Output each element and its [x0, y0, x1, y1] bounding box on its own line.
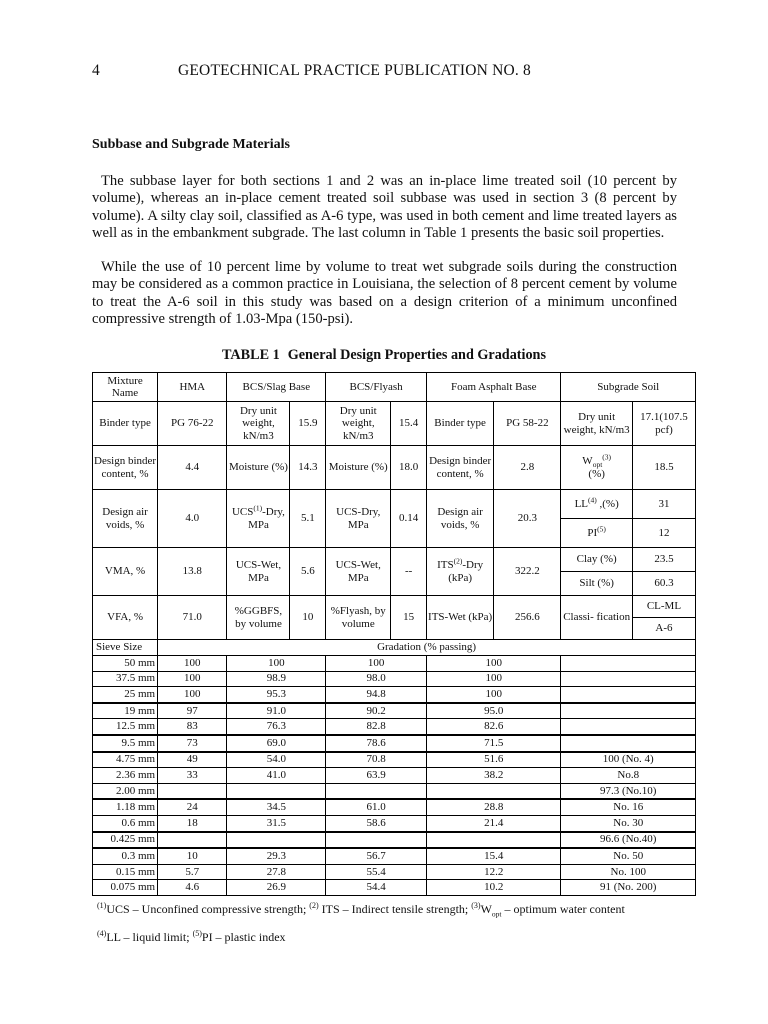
flyash-passing-cell: 56.7: [326, 848, 427, 864]
gradation-row: [93, 687, 696, 703]
table-header-row: [93, 373, 696, 402]
subgrade-passing-cell: No. 16: [561, 799, 696, 815]
cell-value: 20.3: [494, 490, 561, 548]
col-head-foam: Foam Asphalt Base: [427, 373, 561, 402]
gradation-row: [93, 752, 696, 768]
cell-value: 10: [290, 596, 326, 640]
section-title: Subbase and Subgrade Materials: [92, 137, 290, 152]
gradation-row: [93, 735, 696, 752]
foam-passing-cell: 100: [427, 671, 561, 687]
cell-label-ll: LL$^{(4)}$ ,(%): [561, 490, 632, 519]
hma-passing-cell: 18: [158, 815, 227, 831]
flyash-passing-cell: [326, 783, 427, 799]
cell-value: 15: [391, 596, 427, 640]
footnote-line-2: $^{(4)}$LL – liquid limit; $^{(5)}$PI – plastic index: [97, 929, 286, 944]
gradation-row: [93, 703, 696, 719]
subgrade-passing-cell: [561, 703, 696, 719]
hma-passing-cell: 97: [158, 703, 227, 719]
air-voids-row-a: [93, 490, 696, 519]
slag-passing-cell: 29.3: [227, 848, 326, 864]
slag-passing-cell: 69.0: [227, 735, 326, 752]
subgrade-passing-cell: No. 50: [561, 848, 696, 864]
cell-value: 4.0: [158, 490, 227, 548]
cell-value: --: [391, 548, 427, 596]
flyash-passing-cell: [326, 832, 427, 849]
binder-type-row: [93, 402, 696, 446]
cell-label-pi: PI$^{(5)}$: [561, 519, 632, 548]
hma-passing-cell: 49: [158, 752, 227, 768]
foam-passing-cell: 21.4: [427, 815, 561, 831]
cell-value: 0.14: [391, 490, 427, 548]
sieve-size-head: Sieve Size: [93, 640, 158, 656]
flyash-passing-cell: 70.8: [326, 752, 427, 768]
subgrade-passing-cell: No. 30: [561, 815, 696, 831]
sieve-size-cell: 19 mm: [93, 703, 158, 719]
cell-label: Moisture (%): [227, 446, 290, 490]
cell-value: 17.1(107.5 pcf): [632, 402, 695, 446]
subgrade-passing-cell: No.8: [561, 768, 696, 784]
flyash-passing-cell: 78.6: [326, 735, 427, 752]
design-properties-table: [92, 372, 696, 896]
cell-label: Silt (%): [561, 572, 632, 596]
page-number: 4: [92, 62, 100, 79]
slag-passing-cell: 27.8: [227, 864, 326, 880]
sieve-size-cell: 25 mm: [93, 687, 158, 703]
cell-label: VFA, %: [93, 596, 158, 640]
cell-label-its-dry: ITS$^{(2)}$-Dry (kPa): [427, 548, 494, 596]
foam-passing-cell: 15.4: [427, 848, 561, 864]
slag-passing-cell: 100: [227, 656, 326, 672]
cell-label: Clay (%): [561, 548, 632, 572]
foam-passing-cell: 38.2: [427, 768, 561, 784]
foam-passing-cell: [427, 783, 561, 799]
sieve-size-cell: 0.6 mm: [93, 815, 158, 831]
foam-passing-cell: 100: [427, 687, 561, 703]
hma-passing-cell: 4.6: [158, 880, 227, 896]
slag-passing-cell: 26.9: [227, 880, 326, 896]
cell-label: Design air voids, %: [427, 490, 494, 548]
hma-passing-cell: [158, 783, 227, 799]
col-head-slag: BCS/Slag Base: [227, 373, 326, 402]
table-caption: [0, 347, 768, 364]
flyash-passing-cell: 63.9: [326, 768, 427, 784]
hma-passing-cell: 10: [158, 848, 227, 864]
hma-passing-cell: 83: [158, 719, 227, 735]
cell-label: VMA, %: [93, 548, 158, 596]
cell-value: 322.2: [494, 548, 561, 596]
cell-label: ITS-Wet (kPa): [427, 596, 494, 640]
cell-value: 4.4: [158, 446, 227, 490]
sieve-size-cell: 12.5 mm: [93, 719, 158, 735]
gradation-row: [93, 815, 696, 831]
cell-label: Classi- fication: [561, 596, 632, 640]
cell-value: A-6: [632, 618, 695, 640]
cell-value: 15.9: [290, 402, 326, 446]
cell-label: UCS-Wet, MPa: [326, 548, 391, 596]
gradation-row: [93, 783, 696, 799]
col-head-flyash: BCS/Flyash: [326, 373, 427, 402]
slag-passing-cell: 98.9: [227, 671, 326, 687]
cell-label-ucs-dry: UCS$^{(1)}$-Dry, MPa: [227, 490, 290, 548]
sieve-size-cell: 37.5 mm: [93, 671, 158, 687]
flyash-passing-cell: 90.2: [326, 703, 427, 719]
sieve-size-cell: 9.5 mm: [93, 735, 158, 752]
cell-value: 60.3: [632, 572, 695, 596]
sieve-size-cell: 0.425 mm: [93, 832, 158, 849]
cell-label: Dry unit weight, kN/m3: [561, 402, 632, 446]
slag-passing-cell: [227, 832, 326, 849]
cell-label: Binder type: [427, 402, 494, 446]
sieve-size-cell: 2.36 mm: [93, 768, 158, 784]
slag-passing-cell: [227, 783, 326, 799]
cell-value: PG 76-22: [158, 402, 227, 446]
publication-title: GEOTECHNICAL PRACTICE PUBLICATION NO. 8: [178, 62, 531, 79]
flyash-passing-cell: 82.8: [326, 719, 427, 735]
cell-label: Dry unit weight, kN/m3: [326, 402, 391, 446]
foam-passing-cell: 95.0: [427, 703, 561, 719]
slag-passing-cell: 54.0: [227, 752, 326, 768]
flyash-passing-cell: 94.8: [326, 687, 427, 703]
slag-passing-cell: 34.5: [227, 799, 326, 815]
subgrade-passing-cell: [561, 656, 696, 672]
gradation-row: [93, 848, 696, 864]
cell-value: 5.1: [290, 490, 326, 548]
flyash-passing-cell: 100: [326, 656, 427, 672]
paragraph-1: The subbase layer for both sections 1 and 2 was an in-place lime treated soil (10 percent by volume), whereas an in-place cement treated soil subbase was used in section 3 (8 percent by volume). A silty clay soil, classified as A-6 type, was used in both cement and lime treated layers as well as in the embankment subgrade. The last column in Table 1 presents the basic soil properties.: [92, 173, 677, 241]
hma-passing-cell: [158, 832, 227, 849]
flyash-passing-cell: 98.0: [326, 671, 427, 687]
vma-row-a: [93, 548, 696, 572]
cell-label: Design air voids, %: [93, 490, 158, 548]
cell-value: 12: [632, 519, 695, 548]
foam-passing-cell: 12.2: [427, 864, 561, 880]
foam-passing-cell: 51.6: [427, 752, 561, 768]
footnote-line-1: $^{(1)}$UCS – Unconfined compressive strength; $^{(2)}$ ITS – Indirect tensile strength; $^{(3)}W_{opt}$ – optimum water content: [97, 901, 625, 919]
subgrade-passing-cell: [561, 671, 696, 687]
gradation-row: [93, 768, 696, 784]
subgrade-passing-cell: [561, 719, 696, 735]
cell-value: 15.4: [391, 402, 427, 446]
subgrade-passing-cell: [561, 687, 696, 703]
foam-passing-cell: [427, 832, 561, 849]
gradation-row: [93, 799, 696, 815]
flyash-passing-cell: 54.4: [326, 880, 427, 896]
subgrade-passing-cell: 100 (No. 4): [561, 752, 696, 768]
cell-value: 5.6: [290, 548, 326, 596]
slag-passing-cell: 76.3: [227, 719, 326, 735]
sieve-size-cell: 50 mm: [93, 656, 158, 672]
sieve-size-cell: 1.18 mm: [93, 799, 158, 815]
cell-label: Dry unit weight, kN/m3: [227, 402, 290, 446]
binder-content-row: [93, 446, 696, 490]
cell-value: 18.0: [391, 446, 427, 490]
gradation-row: [93, 671, 696, 687]
gradation-row: [93, 656, 696, 672]
cell-value: CL-ML: [632, 596, 695, 618]
cell-label: UCS-Dry, MPa: [326, 490, 391, 548]
cell-value: 71.0: [158, 596, 227, 640]
hma-passing-cell: 33: [158, 768, 227, 784]
gradation-header-row: [93, 640, 696, 656]
cell-label: %GGBFS, by volume: [227, 596, 290, 640]
cell-value: PG 58-22: [494, 402, 561, 446]
cell-value: 31: [632, 490, 695, 519]
gradation-row: [93, 864, 696, 880]
subgrade-passing-cell: 91 (No. 200): [561, 880, 696, 896]
hma-passing-cell: 24: [158, 799, 227, 815]
cell-label: Binder type: [93, 402, 158, 446]
sieve-size-cell: 0.15 mm: [93, 864, 158, 880]
vfa-row-a: [93, 596, 696, 618]
flyash-passing-cell: 58.6: [326, 815, 427, 831]
col-head-mixture: Mixture Name: [93, 373, 158, 402]
slag-passing-cell: 91.0: [227, 703, 326, 719]
cell-value: 13.8: [158, 548, 227, 596]
cell-value: 256.6: [494, 596, 561, 640]
sieve-size-cell: 0.3 mm: [93, 848, 158, 864]
hma-passing-cell: 5.7: [158, 864, 227, 880]
gradation-title: Gradation (% passing): [158, 640, 696, 656]
subgrade-passing-cell: 97.3 (No.10): [561, 783, 696, 799]
hma-passing-cell: 100: [158, 671, 227, 687]
foam-passing-cell: 10.2: [427, 880, 561, 896]
cell-label: Design binder content, %: [93, 446, 158, 490]
slag-passing-cell: 31.5: [227, 815, 326, 831]
table-title-text: General Design Properties and Gradations: [287, 347, 546, 363]
foam-passing-cell: 28.8: [427, 799, 561, 815]
subgrade-passing-cell: [561, 735, 696, 752]
slag-passing-cell: 41.0: [227, 768, 326, 784]
gradation-row: [93, 719, 696, 735]
foam-passing-cell: 100: [427, 656, 561, 672]
hma-passing-cell: 73: [158, 735, 227, 752]
gradation-body: [93, 656, 696, 896]
cell-value: 23.5: [632, 548, 695, 572]
cell-value: 14.3: [290, 446, 326, 490]
cell-label-wopt: $W_{opt}^{(3)}$ (%): [561, 446, 632, 490]
cell-label: Moisture (%): [326, 446, 391, 490]
foam-passing-cell: 82.6: [427, 719, 561, 735]
slag-passing-cell: 95.3: [227, 687, 326, 703]
col-head-subgrade: Subgrade Soil: [561, 373, 696, 402]
hma-passing-cell: 100: [158, 687, 227, 703]
flyash-passing-cell: 55.4: [326, 864, 427, 880]
gradation-row: [93, 832, 696, 849]
table-label: TABLE 1: [222, 347, 280, 363]
sieve-size-cell: 4.75 mm: [93, 752, 158, 768]
hma-passing-cell: 100: [158, 656, 227, 672]
cell-label: %Flyash, by volume: [326, 596, 391, 640]
subgrade-passing-cell: 96.6 (No.40): [561, 832, 696, 849]
foam-passing-cell: 71.5: [427, 735, 561, 752]
cell-label: Design binder content, %: [427, 446, 494, 490]
sieve-size-cell: 0.075 mm: [93, 880, 158, 896]
cell-value: 2.8: [494, 446, 561, 490]
gradation-row: [93, 880, 696, 896]
cell-label: UCS-Wet, MPa: [227, 548, 290, 596]
subgrade-passing-cell: No. 100: [561, 864, 696, 880]
col-head-hma: HMA: [158, 373, 227, 402]
sieve-size-cell: 2.00 mm: [93, 783, 158, 799]
cell-value: 18.5: [632, 446, 695, 490]
paragraph-2: While the use of 10 percent lime by volume to treat wet subgrade soils during the construction may be considered as a common practice in Louisiana, the selection of 8 percent cement by volume to treat the A-6 soil in this study was based on a design criterion of a minimum unconfined compressive strength of 1.03-Mpa (150-psi).: [92, 259, 677, 327]
flyash-passing-cell: 61.0: [326, 799, 427, 815]
